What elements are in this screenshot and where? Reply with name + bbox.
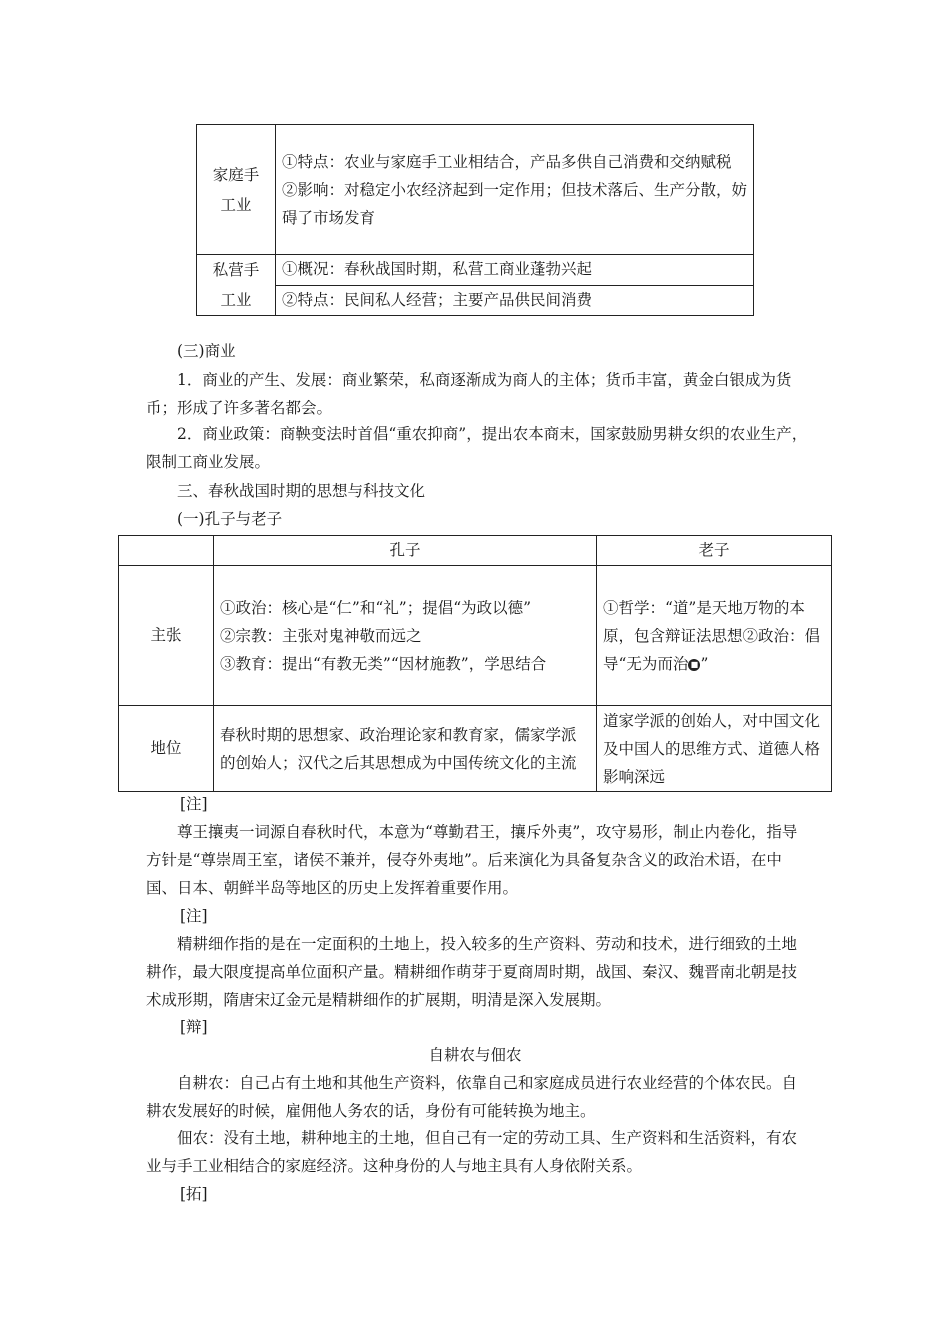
table2-header-laozi: 老子	[597, 536, 832, 566]
handicraft-table	[196, 124, 754, 316]
table2-empty-cell	[119, 536, 214, 566]
kongzi-laozi-table	[118, 535, 832, 792]
section3-subheading: (一)孔子与老子	[177, 510, 283, 528]
laozi-zhuzhang-text: ①哲学：“道”是天地万物的本原，包含辩证法思想②政治：倡导“无为而治	[603, 598, 821, 673]
cell-line: ③教育：提出“有教无类”“因材施教”，学思结合	[220, 654, 547, 673]
table2-header-kongzi: 孔子	[214, 536, 597, 566]
cell-line: ②宗教：主张对鬼神敬而远之	[220, 626, 422, 645]
table1-label-family	[197, 125, 276, 255]
laozi-zhuzhang-end: ”	[700, 654, 709, 673]
table2-label-diwei: 地位	[119, 706, 214, 792]
bian-title: 自耕农与佃农	[428, 1046, 522, 1064]
cell-line: ①特点：农业与家庭手工业相结合，产品多供自己消费和交纳赋税	[282, 152, 732, 171]
table2-kongzi-zhuzhang	[214, 566, 597, 706]
section3-heading: 三、春秋战国时期的思想与科技文化	[177, 482, 426, 500]
footnote-marker-icon: ■	[688, 659, 700, 671]
bian-paragraph-2: 佃农：没有土地，耕种地主的土地，但自己有一定的劳动工具、生产资料和生活资料，有农业与手工业相结合的家庭经济。这种身份的人与地主具有人身依附关系。	[146, 1129, 798, 1175]
table1-cell-private-1: ①概况：春秋战国时期，私营工商业蓬勃兴起	[276, 255, 754, 286]
cell-line: ①政治：核心是“仁”和“礼”；提倡“为政以德”	[220, 598, 532, 617]
label-text: 私营手工业	[212, 261, 260, 309]
note-tag: [注]	[180, 795, 208, 813]
table2-laozi-zhuzhang	[597, 566, 832, 706]
note2-paragraph: 精耕细作指的是在一定面积的土地上，投入较多的生产资料、劳动和技术，进行细致的土地耕作，最大限度提高单位面积产量。精耕细作萌芽于夏商周时期，战国、秦汉、魏晋南北朝是技术成形期，隋唐宋辽金元是精耕细作的扩展期，明清是深入发展期。	[146, 935, 798, 1009]
label-text: 家庭手工业	[212, 165, 260, 214]
table2-kongzi-diwei: 春秋时期的思想家、政治理论家和教育家，儒家学派的创始人；汉代之后其思想成为中国传统文化的主流	[214, 706, 597, 792]
table2-laozi-diwei: 道家学派的创始人，对中国文化及中国人的思维方式、道德人格影响深远	[597, 706, 832, 792]
table2-label-zhuzhang: 主张	[119, 566, 214, 706]
cell-line: ②影响：对稳定小农经济起到一定作用；但技术落后、生产分散，妨碍了市场发育	[282, 180, 748, 227]
commerce-paragraph-1: 1．商业的产生、发展：商业繁荣，私商逐渐成为商人的主体；货币丰富，黄金白银成为货币；形成了许多著名都会。	[146, 371, 792, 417]
commerce-heading: (三)商业	[177, 342, 236, 360]
table1-cell-private-2: ②特点：民间私人经营；主要产品供民间消费	[276, 285, 754, 316]
tuo-tag: [拓]	[180, 1185, 208, 1203]
note-tag: [注]	[180, 907, 208, 925]
table1-label-private	[197, 255, 276, 316]
bian-paragraph-1: 自耕农：自己占有土地和其他生产资料，依靠自己和家庭成员进行农业经营的个体农民。自耕农发展好的时候，雇佣他人务农的话，身份有可能转换为地主。	[146, 1074, 798, 1120]
bian-tag: [辩]	[180, 1018, 208, 1036]
note1-paragraph: 尊王攘夷一词源自春秋时代，本意为“尊勤君王，攘斥外夷”，攻守易形，制止内卷化，指导方针是“尊崇周王室，诸侯不兼并，侵夺外夷地”。后来演化为具备复杂含义的政治术语，在中国、日本、朝鲜半岛等地区的历史上发挥着重要作用。	[146, 823, 798, 897]
commerce-paragraph-2: 2．商业政策：商鞅变法时首倡“重农抑商”，提出农本商末，国家鼓励男耕女织的农业生产，限制工商业发展。	[146, 425, 808, 471]
table1-cell-family	[276, 125, 754, 255]
